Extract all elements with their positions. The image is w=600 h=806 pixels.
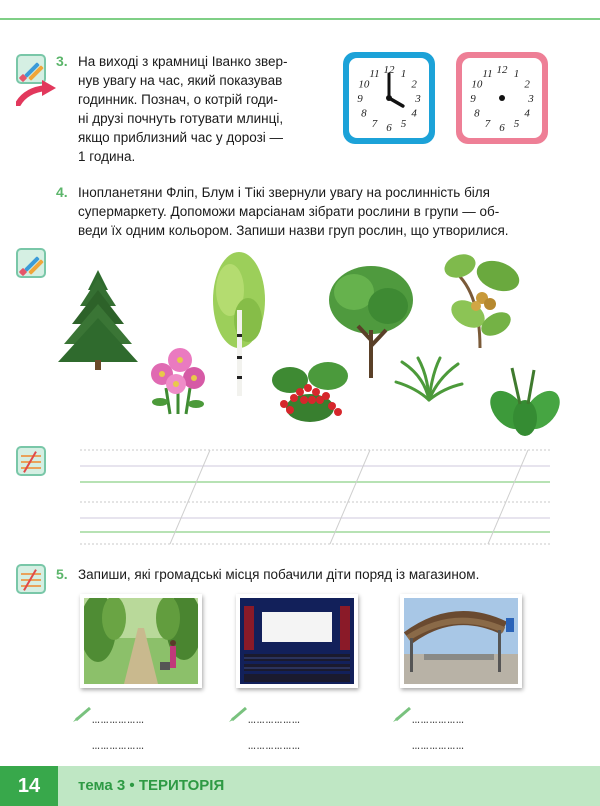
cinema-photo[interactable] [236, 594, 358, 688]
hazel-branch-image[interactable] [440, 248, 524, 352]
clock-answer[interactable] [456, 52, 548, 144]
grass-image[interactable] [394, 356, 464, 402]
clock-numeral: 4 [524, 107, 530, 120]
curved-arrow-icon [16, 80, 56, 106]
task-3-text [78, 52, 326, 166]
task-3-line: якщо приблизний час у дорозі — [78, 130, 284, 145]
clock-numeral: 5 [513, 118, 520, 131]
clock-numeral: 3 [528, 93, 534, 105]
pen-icon [228, 706, 248, 722]
clock-numeral: 9 [470, 93, 476, 105]
clock-numeral: 2 [524, 78, 530, 91]
clock-numeral: 5 [400, 118, 407, 131]
plantain-image[interactable] [490, 364, 560, 438]
answer-line[interactable]: ……………… [412, 738, 465, 753]
task-4-line: веди їх одним кольором. Запиши назви груп рослин, що утворилися. [78, 223, 509, 238]
answer-line[interactable]: ……………… [248, 712, 301, 727]
clock-numeral: 7 [371, 118, 378, 131]
clock-face-given [349, 58, 429, 138]
task-3-number: 3. [56, 53, 68, 69]
answer-line[interactable]: ……………… [92, 712, 145, 727]
task-3-line: годинник. Познач, о котрій годи- [78, 92, 278, 107]
clock-numeral: 7 [484, 118, 491, 131]
clock-given [343, 52, 435, 144]
task-3-line: нув увагу на час, який показував [78, 73, 283, 88]
clock-numeral: 4 [411, 107, 417, 120]
pen-icon [392, 706, 412, 722]
clock-numeral: 8 [474, 107, 480, 120]
clock-numeral: 1 [513, 67, 520, 80]
task-5-number: 5. [56, 566, 68, 582]
clock-numeral: 11 [369, 67, 380, 80]
clock-center [386, 95, 392, 101]
answer-line[interactable]: ……………… [412, 712, 465, 727]
writing-task-icon [16, 446, 46, 476]
task-3-line: 1 година. [78, 149, 136, 164]
topic-separator: • [129, 777, 135, 794]
clock-numeral: 10 [471, 78, 483, 91]
clock-numeral: 12 [383, 64, 395, 76]
top-rule [0, 18, 600, 20]
clock-numeral: 1 [400, 67, 407, 80]
park-photo[interactable] [80, 594, 202, 688]
clock-numeral: 2 [411, 78, 417, 91]
topic-title: ТЕРИТОРІЯ [138, 777, 225, 794]
pen-icon [72, 706, 92, 722]
bus-stop-photo[interactable] [400, 594, 522, 688]
writing-lines[interactable] [80, 446, 550, 546]
pencil-task-icon [16, 248, 46, 278]
page-number: 14 [0, 766, 58, 806]
birch-tree-image[interactable] [210, 250, 268, 398]
topic-label: тема 3 [78, 777, 126, 794]
clock-numeral: 12 [496, 64, 508, 76]
writing-task-icon [16, 564, 46, 594]
task-4-number: 4. [56, 184, 68, 200]
task-4-line: Інопланетяни Фліп, Блум і Тікі звернули увагу на рослинність біля [78, 185, 490, 200]
viburnum-image[interactable] [270, 358, 352, 428]
clock-center [499, 95, 505, 101]
footer-topic [78, 777, 224, 794]
clock-numeral: 11 [482, 67, 493, 80]
task-5-text: Запиши, які громадські місця побачили діти поряд із магазином. [78, 567, 480, 582]
fir-tree-image[interactable] [56, 268, 140, 372]
clock-numeral: 9 [357, 93, 363, 105]
clock-numeral: 6 [386, 122, 392, 134]
chrysanthemum-image[interactable] [146, 344, 210, 416]
task-4-text [78, 183, 550, 240]
answer-line[interactable]: ……………… [248, 738, 301, 753]
clock-face-answer[interactable] [462, 58, 542, 138]
task-4-line: супермаркету. Допоможи марсіанам зібрати рослини в групи — об- [78, 204, 500, 219]
answer-line[interactable]: ……………… [92, 738, 145, 753]
clock-numeral: 10 [358, 78, 370, 91]
clock-numeral: 3 [415, 93, 421, 105]
clock-numeral: 6 [499, 122, 505, 134]
task-3-line: ні друзі почнуть готувати млинці, [78, 111, 284, 126]
clock-numeral: 8 [361, 107, 367, 120]
task-3-line: На виході з крамниці Іванко звер- [78, 54, 288, 69]
